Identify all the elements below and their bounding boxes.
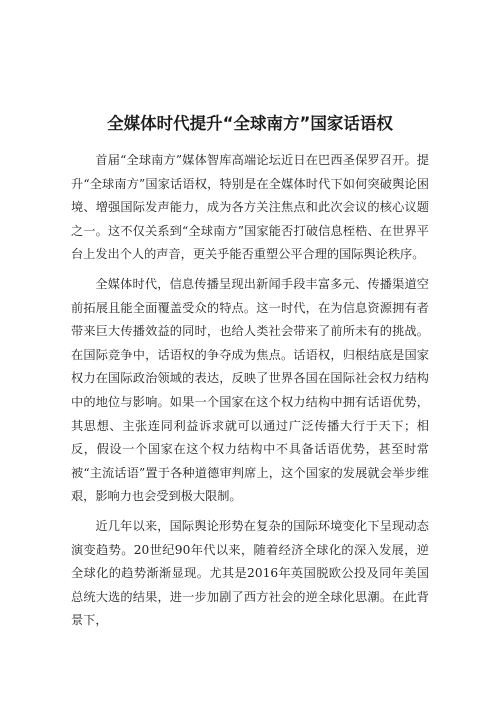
paragraph-2: 全媒体时代，信息传播呈现出新闻手段丰富多元、传播渠道空前拓展且能全面覆盖受众的特点。这一时代，在为信息资源拥有者带来巨大传播效益的同时，也给人类社会带来了前所未有的挑战。在国际竞争中，话语权的争夺成为焦点。话语权，归根结底是国家权力在国际政治领域的表达，反映了世界各国在国际社会权力结构中的地位与影响。如果一个国家在这个权力结构中拥有话语优势，其思想、主张连同利益诉求就可以通过广泛传播大行于天下；相反，假设一个国家在这个权力结构中不具备话语优势，甚至时常被“主流话语”置于各种道德审判席上，这个国家的发展就会举步维艰，影响力也会受到极大限制。 [71,276,429,504]
paragraph-3: 近几年以来，国际舆论形势在复杂的国际环境变化下呈现动态演变趋势。20世纪90年代以来，随着经济全球化的深入发展，逆全球化的趋势渐渐显现。尤其是2016年英国脱欧公投及同年美国总统大选的结果，进一步加剧了西方社会的逆全球化思潮。在此背景下， [71,518,429,628]
document-title: 全媒体时代提升“全球南方”国家话语权 [107,114,393,133]
paragraph-1: 首届“全球南方”媒体智库高端论坛近日在巴西圣保罗召开。提升“全球南方”国家话语权，特别是在全媒体时代下如何突破舆论困境、增强国际发声能力，成为各方关注焦点和此次会议的核心议题之一。这不仅关系到“全球南方”国家能否打破信息桎梏、在世界平台上发出个人的声音，更关乎能否重塑公平合理的国际舆论秩序。 [71,153,429,262]
